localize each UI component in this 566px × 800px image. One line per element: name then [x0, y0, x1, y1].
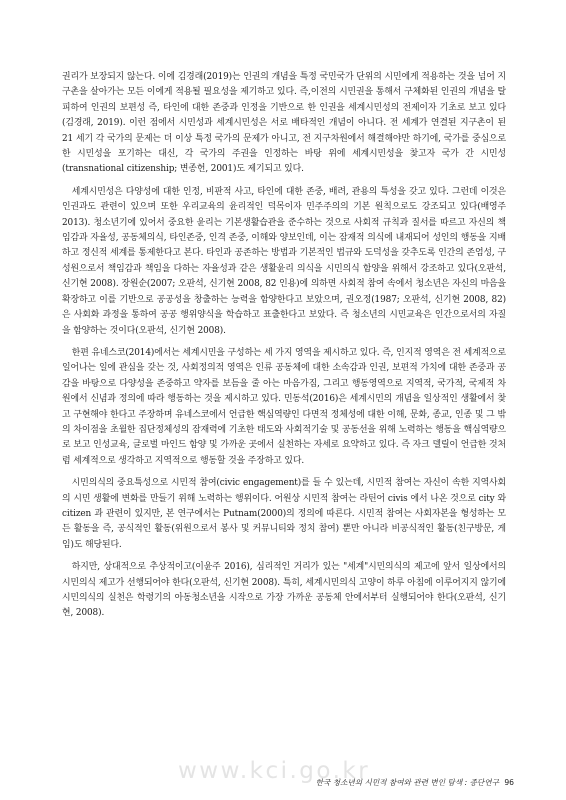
paragraph-3: 한편 유네스코(2014)에서는 세계시민을 구성하는 세 가지 영역을 제시하고 있다. 즉, 인지적 영역은 전 세계적으로 일어나는 일에 관심을 갖는 것, 사회정의적 영역은 인류 공동체에 대한 소속감과 인권, 보편적 가치에 대한 존중과 공감을 바탕으로 다양성을 존중하고 약자를 보듬을 줄 아는 마음가짐, 그리고 행동영역으로 지역적, 국가적, 국제적 차원에서 신념과 정의에 따라 행동하는 것을 제시하고 있다. 민동석(2016)은 세계시민의 개념을 일상적인 생활에서 찾고 구현해야 한다고 주장하며 유네스코에서 언급한 핵심역량인 다면적 정체성에 대한 이해, 문화, 종교, 인종 및 그 밖의 차이점을 초월한 집단정체성의 잠재력에 기초한 태도와 사회적기술 및 공동선을 위해 노력하는 행동을 핵심역량으로 보고 인성교육, 글로벌 마인드 함양 및 가까운 곳에서 실천하는 자세로 요약하고 있다. 즉 자크 델릴이 언급한 것처럼 세계적으로 생각하고 지역적으로 행동할 것을 주장하고 있다. [62, 347, 506, 466]
paragraph-4: 시민의식의 중요특성으로 시민적 참여(civic engagement)를 들 수 있는데, 시민적 참여는 자신이 속한 지역사회의 시민 생활에 변화를 만들기 위해 노력하는 행위이다. 어원상 시민적 참여는 라틴어 civis 에서 나온 것으로 city 와 citizen 과 관련이 있지만, 본 연구에서는 Putnam(2000)의 정의에 따른다. 시민적 참여는 사회자본을 형성하는 모든 활동을 즉, 공식적인 활동(위원으로서 봉사 및 커뮤니티와 정치 참여) 뿐만 아니라 비공식적인 활동(친구방문, 게임)도 해당된다. [62, 478, 506, 550]
paragraph-1: 권리가 보장되지 않는다. 이에 김경래(2019)는 인권의 개념을 특정 국민국가 단위의 시민에게 적용하는 것을 넘어 지구촌을 살아가는 모든 이에게 적용될 필요성을 제기하고 있다. 즉,이전의 시민권을 통해서 구체화된 인권의 개념을 탈피하여 인권의 보편성 즉, 타인에 대한 존중과 인정을 기반으로 한 인권을 세계시민성의 전제이자 기초로 보고 있다(김경래, 2019). 이런 점에서 시민성과 세계시민성은 서로 배타적인 개념이 아니다. 전 세계가 연결된 지구촌이 된 21 세기 각 국가의 문제는 더 이상 특정 국가의 문제가 아니고, 전 지구차원에서 해결해야만 하기에, 국가를 중심으로 한 시민성을 포기하는 대신, 각 국가의 주권을 인정하는 바탕 위에 세계시민성을 찾고자 국가 간 시민성(transnational citizenship; 변종헌, 2001)도 제기되고 있다. [62, 72, 506, 175]
running-title: 한국 청소년의 시민적 참여와 관련 변인 탐색 : 종단연구 [315, 778, 499, 787]
kci-watermark: www.kci.go.kr [178, 758, 371, 784]
page-number: 96 [504, 778, 514, 787]
page-footer [316, 777, 514, 788]
paragraph-2: 세계시민성은 다양성에 대한 인정, 비판적 사고, 타인에 대한 존중, 배려, 관용의 특성을 갖고 있다. 그런데 이것은 인권과도 관련이 있으며 또한 우리교육의 윤리적인 덕목이자 민주주의의 기본 원칙으로도 강조되고 있다(배영주 2013). 청소년기에 있어서 중요한 윤리는 기본생활습관을 준수하는 것으로 사회적 규칙과 질서를 따르고 자신의 책임감과 자율성, 공동체의식, 타인존중, 인격 존중, 이해와 양보인데, 이는 잠재적 의식에 내재되어 성인의 행동을 지배하고 정신적 세계를 통제한다고 본다. 타인과 공존하는 방법과 기본적인 법규와 도덕성을 갖추도록 인간의 존엄성, 구성원으로서 책임감과 책임을 다하는 자율성과 같은 생활윤리 의식을 시민의식 함양을 위해서 강조하고 있다(오판석, 신기현 2008). 장원순(2007; 오판석, 신기현 2008, 82 인용)에 의하면 사회적 참여 속에서 청소년은 자신의 마음을 확장하고 이를 기반으로 공공성을 창출하는 능력을 함양한다고 보았으며, 권오정(1987; 오판석, 신기현 2008, 82)은 사회화 과정을 통하여 공공 행위양식을 학습하고 표출한다고 보았다. 즉 청소년의 시민교육은 인간으로서의 자질을 함양하는 것이다(오판석, 신기현 2008). [62, 186, 506, 336]
document-body [62, 70, 506, 629]
paragraph-5: 하지만, 상대적으로 추상적이고(이윤주 2016), 심리적인 거리가 있는 "세계"시민의식의 제고에 앞서 일상에서의 시민의식 제고가 선행되어야 한다(오판석, 신기현 2008). 특히, 세계시민의식 고양이 하루 아침에 이루어지지 않기에 시민의식의 실천은 학령기의 아동청소년을 시작으로 가장 가까운 공동체 안에서부터 실행되어야 한다(오판석, 신기현, 2008). [62, 562, 506, 619]
